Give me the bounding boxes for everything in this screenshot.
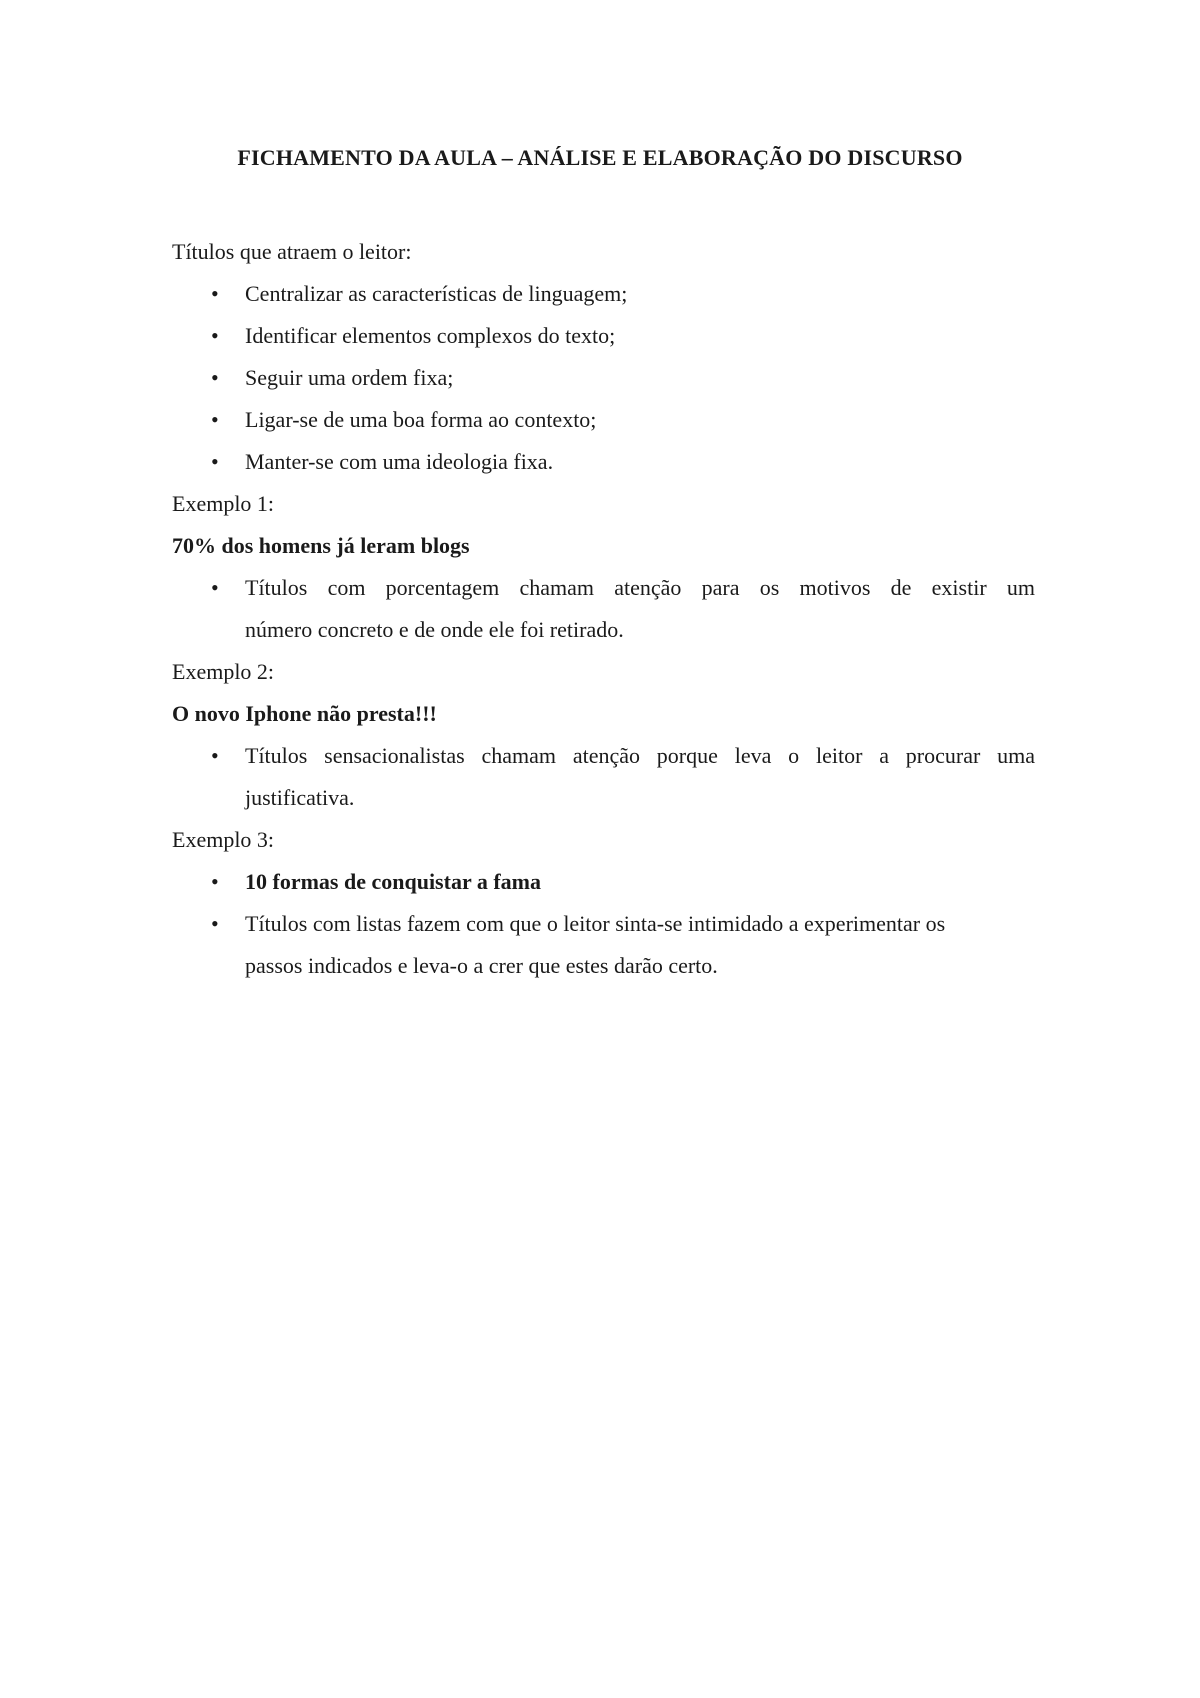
bullet-glyph: • xyxy=(211,743,219,768)
bullet-glyph: • xyxy=(211,575,219,600)
list-item: Manter-se com uma ideologia fixa. xyxy=(245,449,554,474)
list-item: Centralizar as características de linguagem; xyxy=(245,281,628,306)
bullet-glyph: • xyxy=(211,365,219,390)
bullet-glyph: • xyxy=(211,323,219,348)
example-3-explanation-line-2: passos indicados e leva-o a crer que estes darão certo. xyxy=(245,953,718,978)
bullet-glyph: • xyxy=(211,281,219,306)
example-2-explanation-line-2: justificativa. xyxy=(245,785,355,810)
bullet-glyph: • xyxy=(211,407,219,432)
example-1-label: Exemplo 1: xyxy=(172,491,275,516)
example-2-label: Exemplo 2: xyxy=(172,659,275,684)
bullet-glyph: • xyxy=(211,449,219,474)
list-item: Ligar-se de uma boa forma ao contexto; xyxy=(245,407,597,432)
document-title: FICHAMENTO DA AULA – ANÁLISE E ELABORAÇÃO DO DISCURSO xyxy=(237,145,963,170)
example-3-explanation-line-1: Títulos com listas fazem com que o leitor sinta-se intimidado a experimentar os xyxy=(245,911,946,936)
bullet-glyph: • xyxy=(211,869,219,894)
list-item: Identificar elementos complexos do texto; xyxy=(245,323,616,348)
bullet-glyph: • xyxy=(211,911,219,936)
intro-text: Títulos que atraem o leitor: xyxy=(172,239,412,264)
example-3-label: Exemplo 3: xyxy=(172,827,275,852)
list-item: Seguir uma ordem fixa; xyxy=(245,365,454,390)
example-1-headline: 70% dos homens já leram blogs xyxy=(172,533,470,558)
example-2-headline: O novo Iphone não presta!!! xyxy=(172,701,437,726)
example-1-explanation-line-2: número concreto e de onde ele foi retirado. xyxy=(245,617,624,642)
example-2-explanation-line-1: Títulos sensacionalistas chamam atenção porque leva o leitor a procurar uma xyxy=(245,743,1035,768)
example-3-headline: 10 formas de conquistar a fama xyxy=(245,869,541,894)
example-1-explanation-line-1: Títulos com porcentagem chamam atenção para os motivos de existir um xyxy=(245,575,1035,600)
